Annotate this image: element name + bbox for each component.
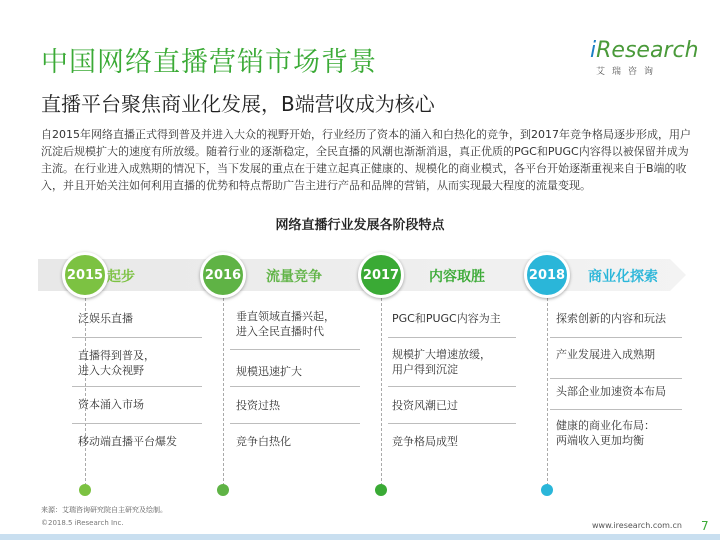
stage-2018-connector [547, 298, 548, 486]
stage-2016-end-dot [217, 484, 229, 496]
website: www.iresearch.com.cn [592, 521, 682, 530]
stage-2018-end-dot [541, 484, 553, 496]
page-subtitle: 直播平台聚焦商业化发展，B端营收成为核心 [41, 92, 435, 116]
stage-2015-item: 资本涌入市场 [78, 398, 144, 411]
stage-2015-item: 移动端直播平台爆发 [78, 435, 177, 448]
logo-wordmark [590, 38, 699, 63]
page-number: 7 [701, 519, 709, 533]
stage-2016-item: 垂直领域直播兴起， 进入全民直播时代 [236, 310, 335, 338]
stage-2015-item: 泛娱乐直播 [78, 312, 133, 325]
stage-2015-separator [72, 386, 202, 387]
stage-2017-separator [388, 337, 516, 338]
stage-2017-connector [381, 298, 382, 486]
logo-i: i [590, 38, 597, 63]
section-title: 网络直播行业发展各阶段特点 [275, 218, 445, 233]
stage-2016-connector [223, 298, 224, 486]
copyright: ©2018.5 iResearch Inc. [41, 519, 124, 527]
stage-2017-end-dot [375, 484, 387, 496]
stage-2017-year-badge: 2017 [358, 252, 404, 298]
stage-2018-item: 头部企业加速资本布局 [556, 385, 666, 398]
stage-2016-item: 竞争白热化 [236, 435, 291, 448]
stage-2015-separator [72, 337, 202, 338]
stage-2018-label: 商业化探索 [588, 269, 658, 285]
stage-2018-separator [550, 409, 682, 410]
stage-2018-item: 探索创新的内容和玩法 [556, 312, 666, 325]
page-title: 中国网络直播营销市场背景 [41, 47, 377, 78]
stage-2015-year-badge: 2015 [62, 252, 108, 298]
intro-paragraph: 自2015年网络直播正式得到普及并进入大众的视野开始，行业经历了资本的涌入和白热化的竞争，到2017年竞争格局逐步形成，用户沉淀后规模扩大的速度有所放缓。随着行业的逐渐稳定，全民直播的风潮也渐渐消退，真正优质的PGC和PUGC内容得以被保留并成为主流。在行业进入成熟期的情况下，当下发展的重点在于建立起真正健康的、规模化的商业模式，各平台开始逐渐重视来自于B端的收入，并且开始关注如何利用直播的优势和特点帮助广告主进行产品和品牌的营销，从而实现最大程度的流量变现。 [41, 128, 691, 192]
logo-research: Research [596, 38, 699, 63]
stage-2016-separator [230, 386, 360, 387]
stage-2015-label: 起步 [107, 269, 135, 285]
stage-2016-year-badge: 2016 [200, 252, 246, 298]
stage-2018-separator [550, 378, 682, 379]
logo-chinese: 艾瑞咨询 [596, 67, 661, 77]
stage-2015-item: 直播得到普及， 进入大众视野 [78, 349, 155, 377]
iresearch-logo [590, 38, 699, 77]
stage-2018-item: 产业发展进入成熟期 [556, 348, 655, 361]
stage-2015-end-dot [79, 484, 91, 496]
stage-2017-item: PGC和PUGC内容为主 [392, 312, 501, 325]
stage-2017-separator [388, 386, 516, 387]
stage-2017-label: 内容取胜 [429, 269, 485, 285]
stage-2016-separator [230, 349, 360, 350]
stage-2018-year-badge: 2018 [524, 252, 570, 298]
stage-2017-item: 规模扩大增速放缓， 用户得到沉淀 [392, 348, 491, 376]
stage-2016-item: 投资过热 [236, 399, 280, 412]
stage-2017-item: 投资风潮已过 [392, 399, 458, 412]
stage-2016-separator [230, 423, 360, 424]
stage-2016-label: 流量竞争 [266, 269, 322, 285]
source-note: 来源：艾瑞咨询研究院自主研究及绘制。 [41, 506, 167, 514]
stage-2018-separator [550, 337, 682, 338]
stage-2015-separator [72, 423, 202, 424]
stage-2017-separator [388, 423, 516, 424]
stage-2018-item: 健康的商业化布局： 两端收入更加均衡 [556, 419, 655, 447]
bottom-bar [0, 534, 720, 540]
stage-2016-item: 规模迅速扩大 [236, 365, 302, 378]
stage-2017-item: 竞争格局成型 [392, 435, 458, 448]
stage-2015-connector [85, 298, 86, 486]
